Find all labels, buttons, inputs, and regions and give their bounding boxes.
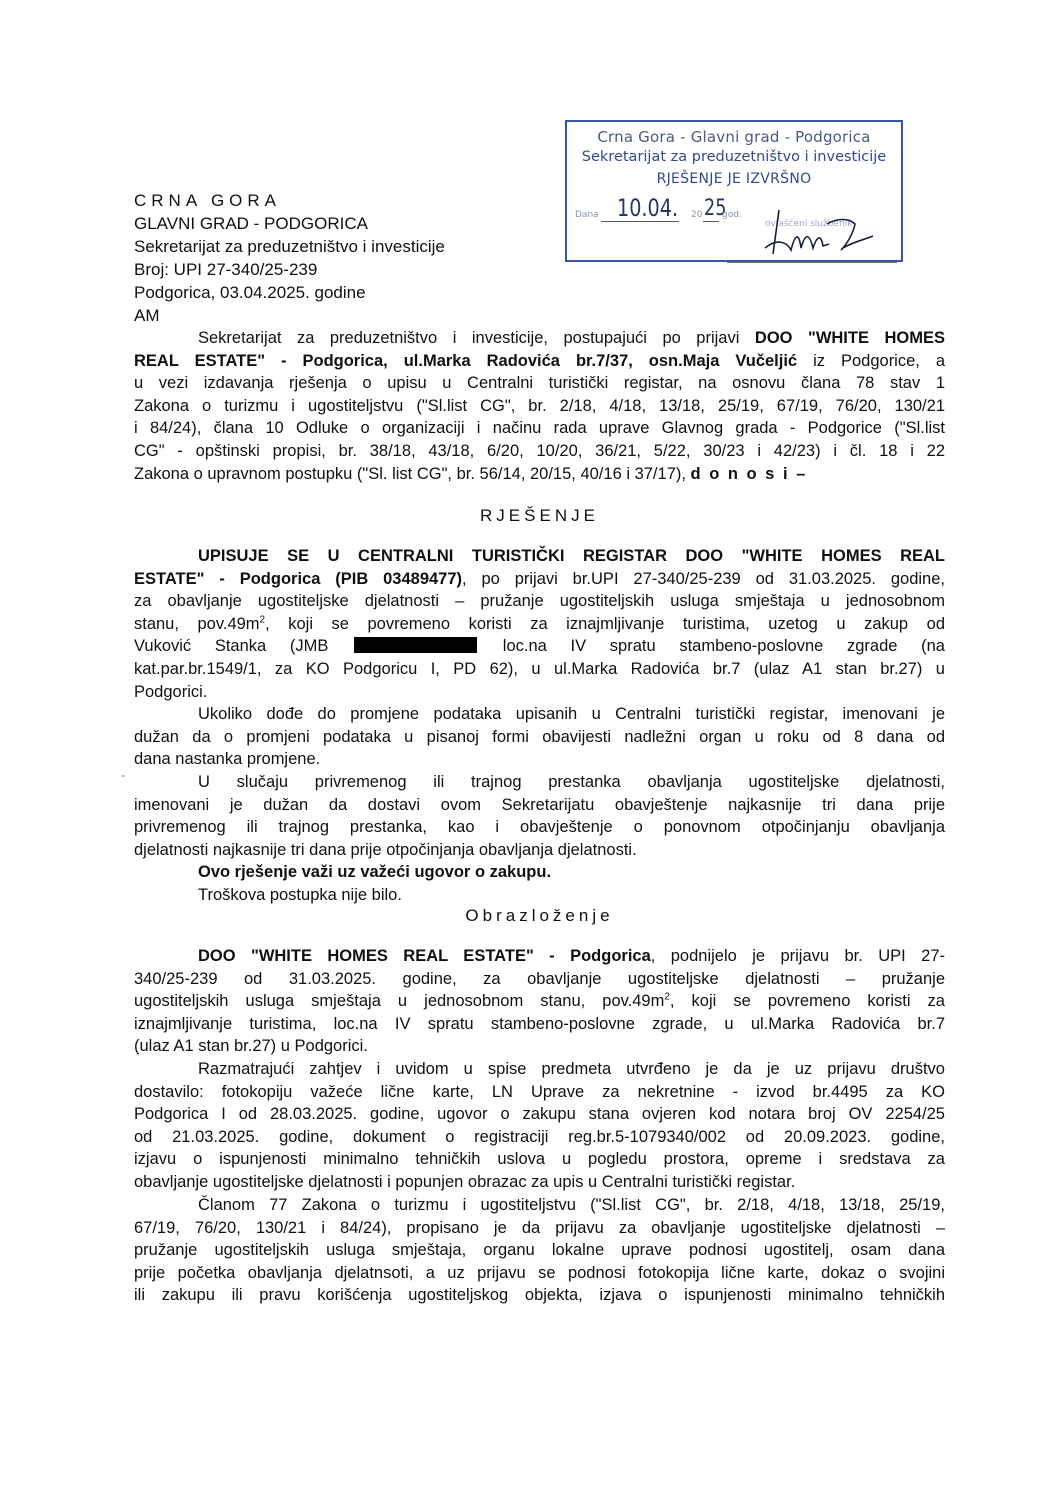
stamp-line-status: RJEŠENJE JE IZVRŠNO: [656, 171, 812, 187]
issuer-header: [134, 189, 445, 327]
stamp-year-line: [703, 221, 719, 222]
change-notice-paragraph: Ukoliko dođe do promjene podataka upisanih u Centralni turistički registar, imenovani je dužan da o promjeni podataka u pisanoj formi obavijesti nadležni organ u roku od 8 dana od dana nastanka promjene.: [134, 705, 945, 769]
reasoning-title: Obrazloženje: [465, 906, 614, 925]
stamp-line-department: Sekretarijat za preduzetništvo i investicije: [581, 149, 887, 165]
enforcement-stamp: [565, 120, 903, 262]
reasoning-paragraph-1: DOO "WHITE HOMES REAL ESTATE" - Podgorica, podnijelo je prijavu br. UPI 27- 340/25-239 od 31.03.2025. godine, za obavljanje ugostiteljske djelatnosti – pružanje ugostiteljskih usluga smještaja u jednosobnom stanu, $pov.49m^2$, koji se povremeno koristi za iznajmljivanje turistima, loc.na IV spratu stambeno-poslovne zgrade, u ul.Marka Radovića br.7 (ulaz A1 stan br.27) u Podgorici.: [134, 947, 945, 1056]
stamp-line-authority: Crna Gora - Glavni grad - Podgorica: [597, 128, 871, 146]
header-case-number: Broj: UPI 27-340/25-239: [134, 260, 318, 279]
stamp-date-label: Dana: [575, 210, 599, 220]
stamp-year-suffix: god.: [722, 210, 742, 220]
decision-paragraph: UPISUJE SE U CENTRALNI TURISTIČKI REGISTAR DOO "WHITE HOMES REAL ESTATE" - Podgorica (PIB 03489477), po prijavi br.UPI 27-340/25-239 od 31.03.2025. godine, za obavljanje ugostiteljske djelatnosti – pružanje ugostiteljskih usluga smještaja u jednosobnom stanu, $pov.49m^2$, koji se povremeno koristi za iznajmljivanje turistima, uzetog u zakup od Vuković Stanka (JMB loc.na IV spratu stambeno-poslovne zgrade (na kat.par.br.1549/1, za KO Podgoricu I, PD 62), u ul.Marka Radovića br.7 (ulaz A1 stan br.27) u Podgorici.: [134, 547, 945, 701]
scan-artifact: [122, 775, 125, 777]
reasoning-paragraph-2: Razmatrajući zahtjev i uvidom u spise predmeta utvrđeno je da je uz prijavu društvo dostavilo: fotokopiju važeće lične karte, LN Uprave za nekretnine - izvod br.4495 za KO Podgorica I od 28.03.2025. godine, ugovor o zakupu stana ovjeren kod notara broj OV 2254/25 od 21.03.2025. godine, dokument o registraciji reg.br.5-1079340/002 od 20.09.2023. godine, izjavu o ispunjenosti minimalno tehničkih uslova u pogledu prostora, opreme i sredstava za obavljanje ugostiteljske djelatnosti i popunjen obrazac za upis u Centralni turistički registar.: [134, 1060, 945, 1191]
validity-statement: Ovo rješenje važi uz važeći ugovor o zakupu.: [198, 863, 552, 881]
header-initials: AM: [134, 306, 160, 325]
stamp-year-value: 25: [704, 196, 727, 221]
costs-statement: Troškova postupka nije bilo.: [198, 886, 402, 904]
header-department: Sekretarijat za preduzetništvo i investicije: [134, 237, 445, 256]
signature-icon: [757, 204, 877, 260]
stamp-date-value: 10.04.: [617, 194, 679, 222]
stamp-year-prefix: 20: [691, 210, 703, 220]
termination-notice-paragraph: U slučaju privremenog ili trajnog prestanka obavljanja ugostiteljske djelatnosti, imenovani je dužan da dostavi ovom Sekretarijatu obavještenje najkasnije tri dana prije privremenog ili trajnog prestanka, kao i obavještenje o ponovnom otpočinjanju obavljanja djelatnosti najkasnije tri dana prije otpočinjanja obavljanja djelatnosti.: [134, 773, 945, 859]
header-country: CRNA GORA: [134, 191, 282, 210]
reasoning-paragraph-3: Članom 77 Zakona o turizmu i ugostiteljstvu ("Sl.list CG", br. 2/18, 4/18, 13/18, 25/19, 67/19, 76/20, 130/21 i 84/24), propisano je da prijavu za obavljanje ugostiteljske djelatnosti – pružanje ugostiteljskih usluga smještaja, organu lokalne uprave podnosi ugostitelj, osam dana prije početka obavljanja djelatnsoti, a uz prijavu se podnosi fotokopija lične karte, dokaz o svojini ili zakupu ili pravu korišćenja ugostiteljskog objekta, izjava o ispunjenosti minimalno tehničkih: [134, 1196, 945, 1305]
header-city: GLAVNI GRAD - PODGORICA: [134, 214, 368, 233]
decision-title: RJEŠENJE: [480, 506, 599, 525]
redacted-jmb: [354, 637, 477, 653]
intro-paragraph: Sekretarijat za preduzetništvo i investicije, postupajući po prijavi DOO "WHITE HOMES REAL ESTATE" - Podgorica, ul.Marka Radovića br.7/37, osn.Maja Vučeljić iz Podgorice, a u vezi izdavanja rješenja o upisu u Centralni turistički registar, na osnovu člana 78 stav 1 Zakona o turizmu i ugostiteljstvu ("Sl.list CG", br. 2/18, 4/18, 13/18, 25/19, 67/19, 76/20, 130/21 i 84/24), člana 10 Odluke o organizaciji i načinu rada uprave Glavnog grada - Podgorice ("Sl.list CG" - opštinski propisi, br. 38/18, 43/18, 6/20, 10/20, 36/21, 5/22, 30/23 i 42/23) i čl. 18 i 22 Zakona o upravnom postupku ("Sl. list CG", br. 56/14, 20/15, 40/16 i 37/17), d o n o s i –: [134, 329, 946, 483]
stamp-official-label: ovlašćeni službenik: [765, 219, 853, 229]
header-place-date: Podgorica, 03.04.2025. godine: [134, 283, 366, 302]
stamp-signature-line: [727, 262, 897, 263]
